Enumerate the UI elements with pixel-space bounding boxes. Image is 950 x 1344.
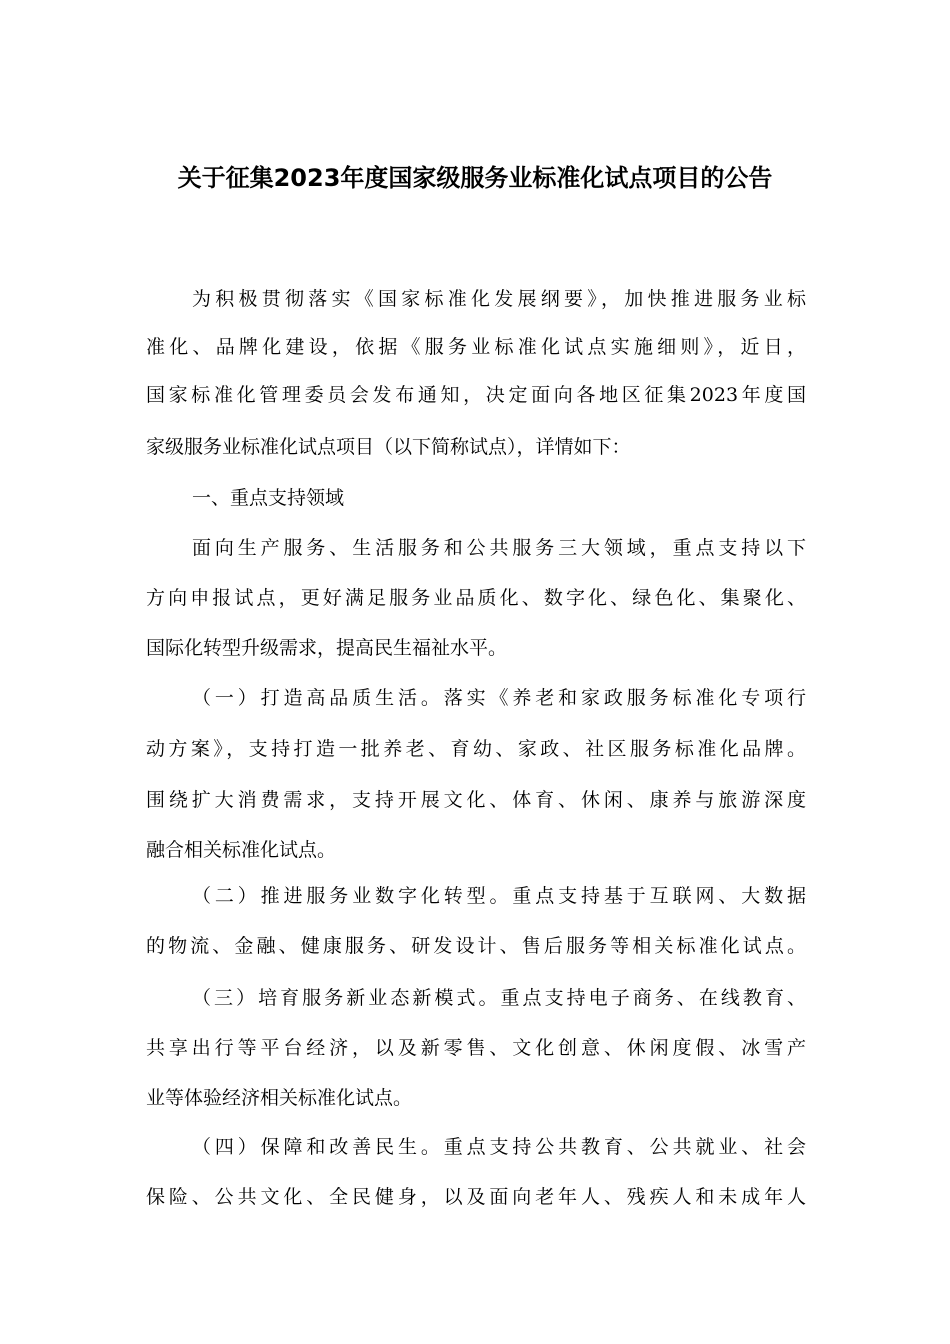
paragraph-line: 家级服务业标准化试点项目（以下简称试点），详情如下： bbox=[146, 436, 631, 458]
paragraph-line: 保险、公共文化、全民健身，以及面向老年人、残疾人和未成年人 bbox=[146, 1186, 806, 1208]
paragraph-line: 国家标准化管理委员会发布通知，决定面向各地区征集2023年度国 bbox=[146, 384, 806, 406]
paragraph-line: 国际化转型升级需求，提高民生福祉水平。 bbox=[146, 637, 508, 659]
paragraph-line: 动方案》，支持打造一批养老、育幼、家政、社区服务标准化品牌。 bbox=[146, 738, 806, 760]
paragraph-line: 为积极贯彻落实《国家标准化发展纲要》，加快推进服务业标 bbox=[192, 288, 806, 310]
paragraph-line: 准化、品牌化建设，依据《服务业标准化试点实施细则》，近日， bbox=[146, 336, 806, 358]
paragraph-line: 业等体验经济相关标准化试点。 bbox=[146, 1087, 413, 1109]
paragraph-line: （四）保障和改善民生。重点支持公共教育、公共就业、社会 bbox=[192, 1136, 806, 1158]
paragraph-line: （一）打造高品质生活。落实《养老和家政服务标准化专项行 bbox=[192, 687, 806, 709]
paragraph-line: 围绕扩大消费需求，支持开展文化、体育、休闲、康养与旅游深度 bbox=[146, 789, 806, 811]
paragraph-line: 共享出行等平台经济，以及新零售、文化创意、休闲度假、冰雪产 bbox=[146, 1037, 806, 1059]
paragraph-line: （三）培育服务新业态新模式。重点支持电子商务、在线教育、 bbox=[192, 987, 806, 1009]
paragraph-line: （二）推进服务业数字化转型。重点支持基于互联网、大数据 bbox=[192, 885, 806, 907]
paragraph-line: 方向申报试点，更好满足服务业品质化、数字化、绿色化、集聚化、 bbox=[146, 587, 806, 609]
paragraph-line: 的物流、金融、健康服务、研发设计、售后服务等相关标准化试点。 bbox=[146, 935, 806, 957]
paragraph-line: 融合相关标准化试点。 bbox=[146, 839, 337, 861]
section-heading: 一、重点支持领域 bbox=[192, 487, 345, 509]
paragraph-line: 面向生产服务、生活服务和公共服务三大领域，重点支持以下 bbox=[192, 537, 806, 559]
document-title: 关于征集2023年度国家级服务业标准化试点项目的公告 bbox=[177, 164, 773, 192]
